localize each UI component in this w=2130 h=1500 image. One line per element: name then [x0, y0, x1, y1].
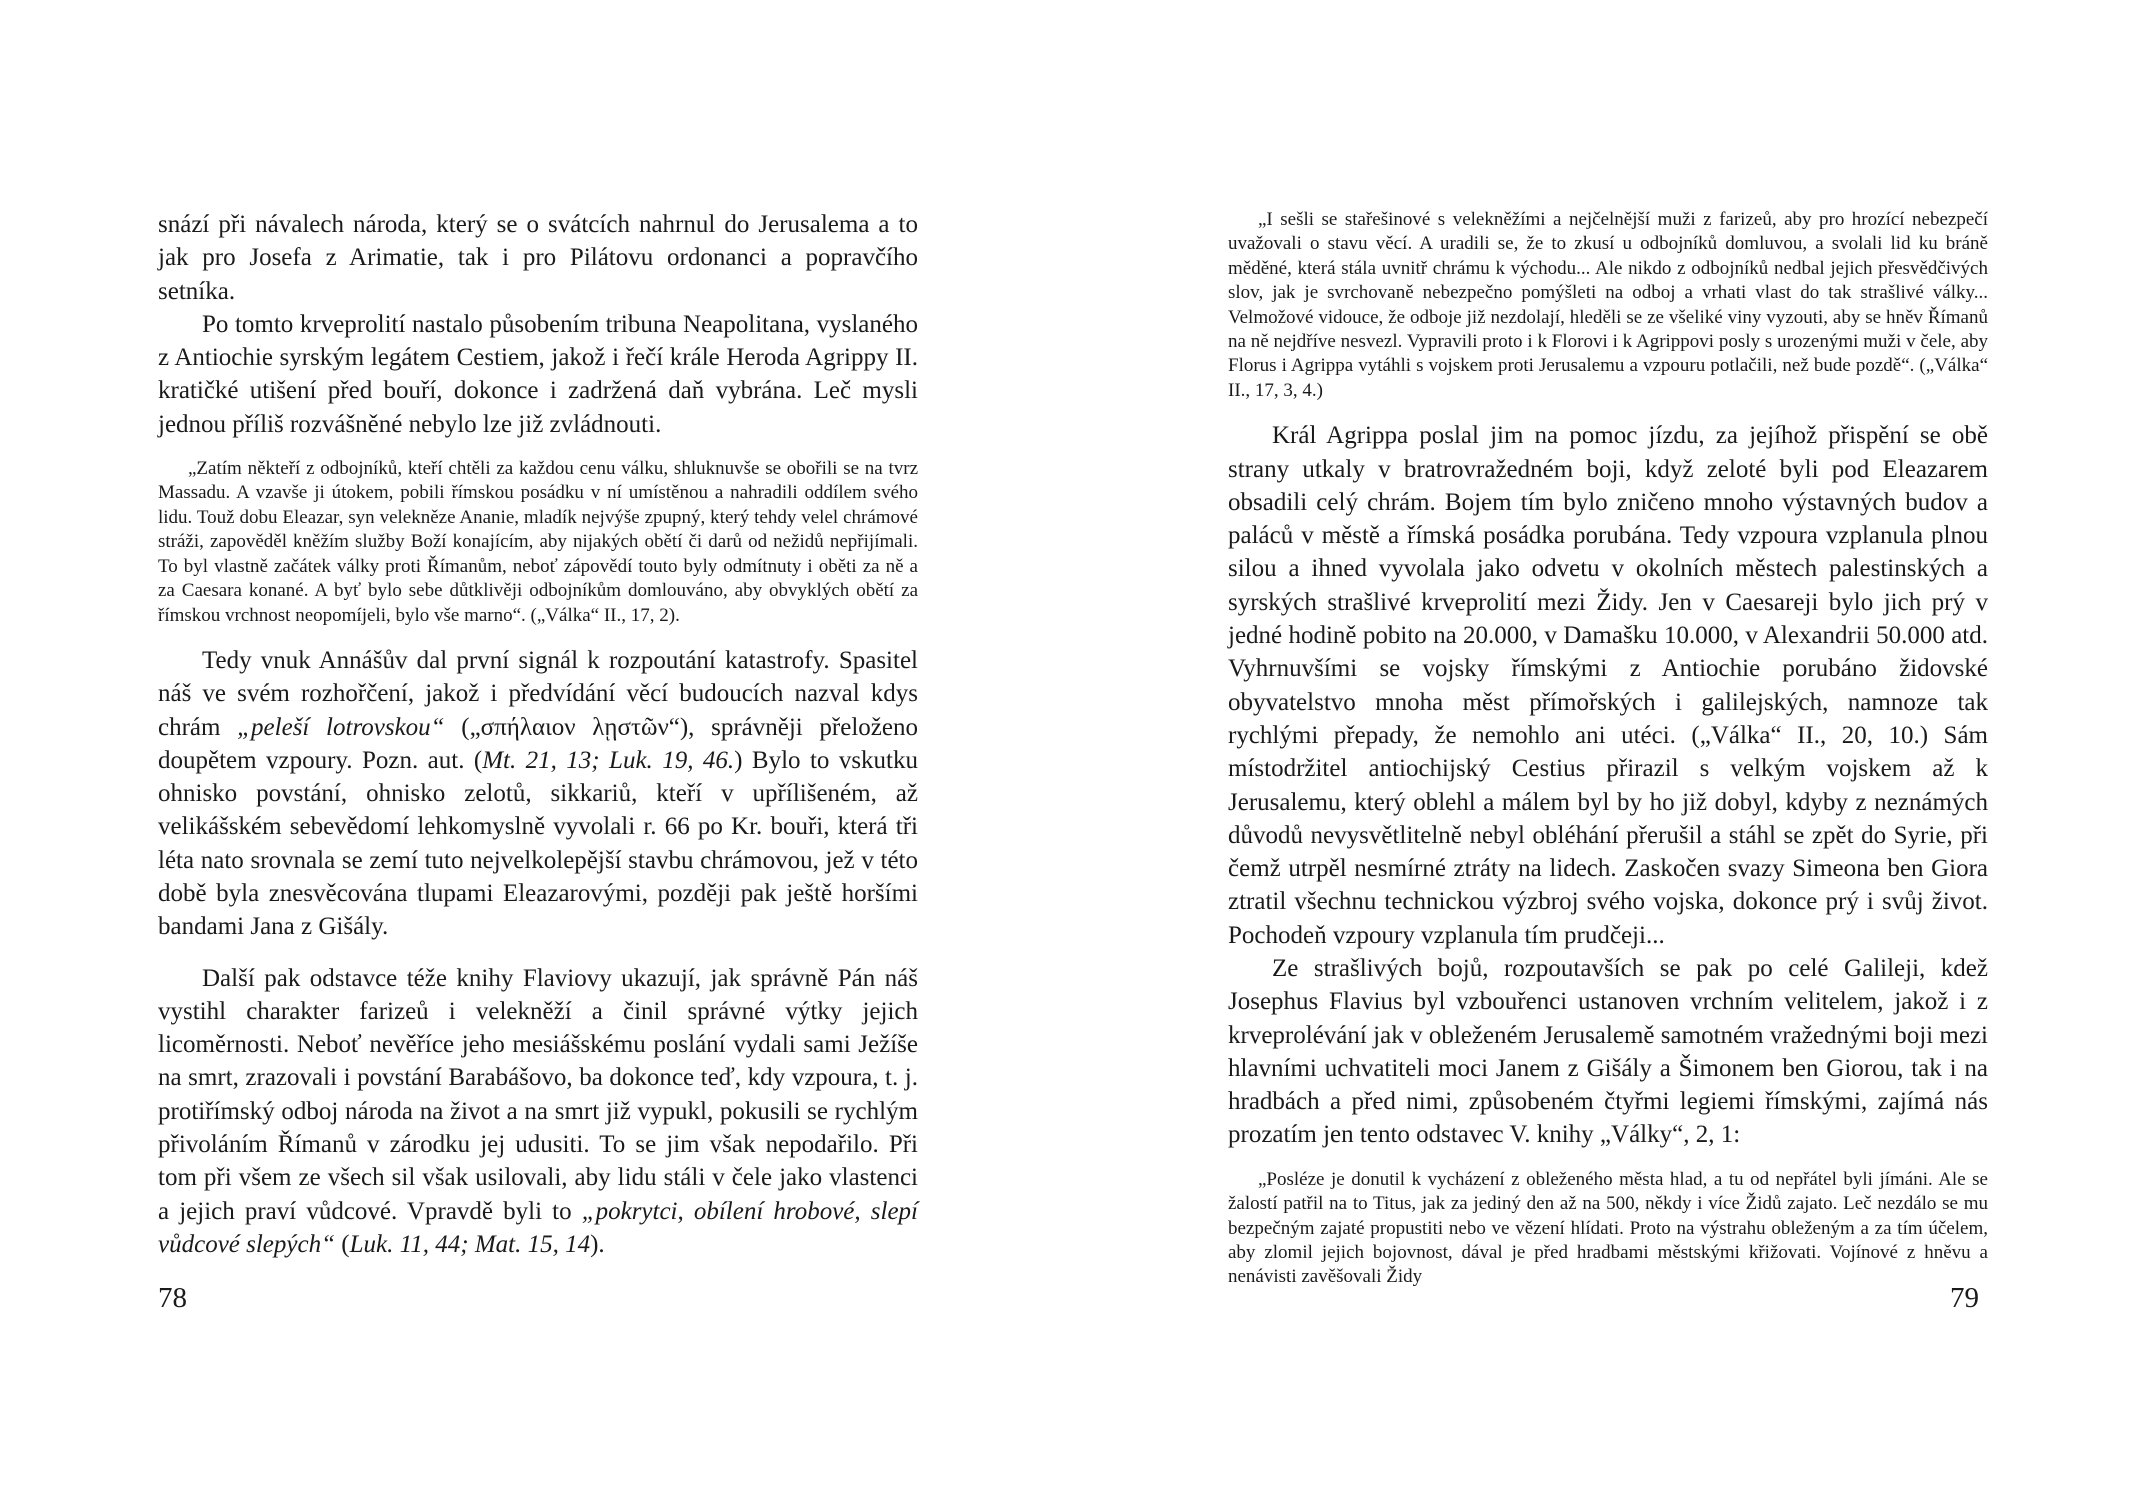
right-quote-1: „I sešli se stařešinové s velekněžími a nejčelnější muži z farizeů, aby pro hrozící nebezpečí uvažovali o stavu věcí. A uradili se, že to zkusí u odbojníků domluvou, a svolali lid ku bráně měděné, která stála uvnitř chrámu k východu... Ale nikdo z odbojníků nedbal jejich přesvědčivých slov, jak je svrchovaně nebezpečno pomýšleti na odboj a vrhati vlast do tak strašlivé války... Velmožové vidouce, že odboje již nezdolají, hleděli se ze všeliké viny vyzouti, aby se hněv Římanů na ně nejdříve nesvezl. Vypravili proto i k Florovi i k Agrippovi posly s urozenými muži v čele, aby Florus i Agrippa vytáhli s vojskem proti Jerusalemu a vzpouru potlačili, než bude pozdě“. („Válka“ II., 17, 3, 4.): [1228, 209, 1988, 401]
left-paragraph-4-italic: „pokrytci, obílení hrobové, slepí vůdcové slepých“: [158, 1197, 918, 1258]
left-quote-1: „Zatím někteří z odbojníků, kteří chtěli za každou cenu válku, shluknuvše se obořili se na tvrz Massadu. A vzavše ji útokem, pobili římskou posádku v ní umístěnou a nahradili oddílem svého lidu. Touž dobu Eleazar, syn velekněze Ananie, mladík nejvýše zpupný, který tehdy velel chrámové stráži, zapověděl kněžím služby Boží konajícím, aby nijakých obětí či darů od nežidů nepřijímali. To byl vlastně začátek války proti Římanům, neboť zápovědí touto byly odmítnuty i oběti za ně a za Caesara konané. A byť bylo sebe důtklivěji odbojníkům domlouváno, aby obvyklých obětí za římskou vrchnost neopomíjeli, bylo vše marno“. („Válka“ II., 17, 2).: [158, 458, 918, 626]
left-paragraph-3-text-b: („σπήλαιον λῃστῶν“), správněji přeloženo doupětem vzpoury. Pozn. aut. (: [158, 713, 918, 774]
right-quote-2: „Posléze je donutil k vycházení z obleženého města hlad, a tu od nepřátel byli jímáni. Ale se žalostí patřil na to Titus, jak za jediný den až na 500, někdy i více Židů zajato. Leč nezdálo se mu bezpečným zajaté propustiti nebo ve vězení hlídati. Proto na výstrahu obleženým a za tím účelem, aby zlomil jejich bojovnost, dával je před hradbami městskými křižovati. Vojínové z hněvu a nenávisti zavěšovali Židy: [1228, 1168, 1988, 1288]
left-paragraph-3-italic: „peleší lotrovskou“: [237, 713, 445, 741]
left-paragraph-1: snází při návalech národa, který se o svátcích nahrnul do Jerusalema a to jak pro Josefa z Arimatie, tak i pro Pilátovu ordonanci a popravčího setníka.: [158, 211, 918, 305]
left-paragraph-2: Po tomto krveprolití nastalo působením tribuna Neapolitana, vyslaného z Antiochie syrským legátem Cestiem, jakož i řečí krále Heroda Agrippy II. kratičké utišení před bouří, dokonce i zadržená daň vybrána. Leč mysli jednou příliš rozvášněné nebylo lze již zvládnouti.: [158, 310, 918, 438]
left-paragraph-4: [158, 962, 918, 1262]
page-number-right: 79: [1950, 1282, 1979, 1314]
left-paragraph-3-reference: Mt. 21, 13; Luk. 19, 46.: [482, 746, 735, 774]
page-number-left: 78: [158, 1282, 187, 1314]
left-paragraph-3-text-a: Tedy vnuk Annášův dal první signál k rozpoutání katastrofy. Spasitel náš ve svém rozhořčení, jakož i předvídání věcí budoucích nazval kdys chrám: [158, 646, 918, 741]
left-paragraph-3-text-c: ) Bylo to vskutku ohnisko povstání, ohnisko zelotů, sikkariů, kteří v upřílišeném, až velikášském sebevědomí lehkomyslně vyvolali r. 66 po Kr. bouři, která tři léta nato srovnala se zemí tuto nejvelkolepější stavbu chrámovou, jež v této době byla znesvěcována tlupami Eleazarovými, později pak ještě horšími bandami Jana z Gišály.: [158, 746, 918, 941]
left-paragraph-3: [158, 644, 918, 944]
left-paragraph-4-text-c: ).: [590, 1230, 605, 1258]
left-paragraph-4-text-a: Další pak odstavce téže knihy Flaviovy ukazují, jak správně Pán náš vystihl charakter farizeů i velekněží a činil správné výtky jejich licoměrnosti. Neboť nevěříce jeho mesiášskému poslání vydali sami Ježíše na smrt, zrazovali i povstání Barabášovo, ba dokonce teď, kdy vzpoura, t. j. protiřímský odboj národa na život a na smrt již vypukl, pokusili se rychlým přivoláním Římanů v zárodku jej udusiti. To se jim však nepodařilo. Při tom při všem ze všech sil však usilovali, aby lidu stáli v čele jako vlastenci a jejich praví vůdcové. Vpravdě byli to: [158, 964, 918, 1225]
left-paragraph-4-reference: Luk. 11, 44; Mat. 15, 14: [349, 1230, 591, 1258]
right-paragraph-1: Král Agrippa poslal jim na pomoc jízdu, za jejíhož přispění se obě strany utkaly v bratrovražedném boji, když zeloté byli pod Eleazarem obsadili celý chrám. Bojem tím bylo zničeno mnoho výstavných budov a paláců v městě a římská posádka porubána. Tedy vzpoura vzplanula plnou silou a ihned vyvolala jako odvetu v okolních městech palestinských a syrských strašlivé krveprolití mezi Židy. Jen v Caesareji bylo jich prý v jedné hodině pobito na 20.000, v Damašku 10.000, v Alexandrii 50.000 atd. Vyhrnuvšími se vojsky římskými z Antiochie porubáno židovské obyvatelstvo mnoha měst přímořských i galilejských, namnoze tak rychlými přepady, že nemohlo ani utéci. („Válka“ II., 20, 10.) Sám místodržitel antiochijský Cestius přirazil s velkým vojskem až k Jerusalemu, který oblehl a málem byl by ho již dobyl, kdyby z neznámých důvodů nevysvětlitelně nebyl obléhání přerušil a stáhl se zpět do Syrie, při čemž utrpěl nesmírné ztráty na lidech. Zaskočen svazy Simeona ben Giora ztratil všechnu technickou výzbroj svého vojska, dokonce prý i svůj život. Pochodeň vzpoury vzplanula tím prudčeji...: [1228, 422, 1988, 949]
left-page: [158, 208, 918, 1261]
right-paragraph-2: Ze strašlivých bojů, rozpoutavších se pak po celé Galileji, kdež Josephus Flavius byl vzbouřenci ustanoven vrchním velitelem, jakož i z krveprolévání jak v obleženém Jerusalemě samotném vražednými boji mezi hlavními uchvatiteli moci Janem z Gišály a Šimonem ben Giorou, tak i na hradbách a před nimi, způsobeném čtyřmi legiemi římskými, zajímá nás prozatím jen tento odstavec V. knihy „Války“, 2, 1:: [1228, 955, 1988, 1149]
right-page: [1228, 208, 1988, 1290]
left-paragraph-4-text-b: (: [335, 1230, 350, 1258]
